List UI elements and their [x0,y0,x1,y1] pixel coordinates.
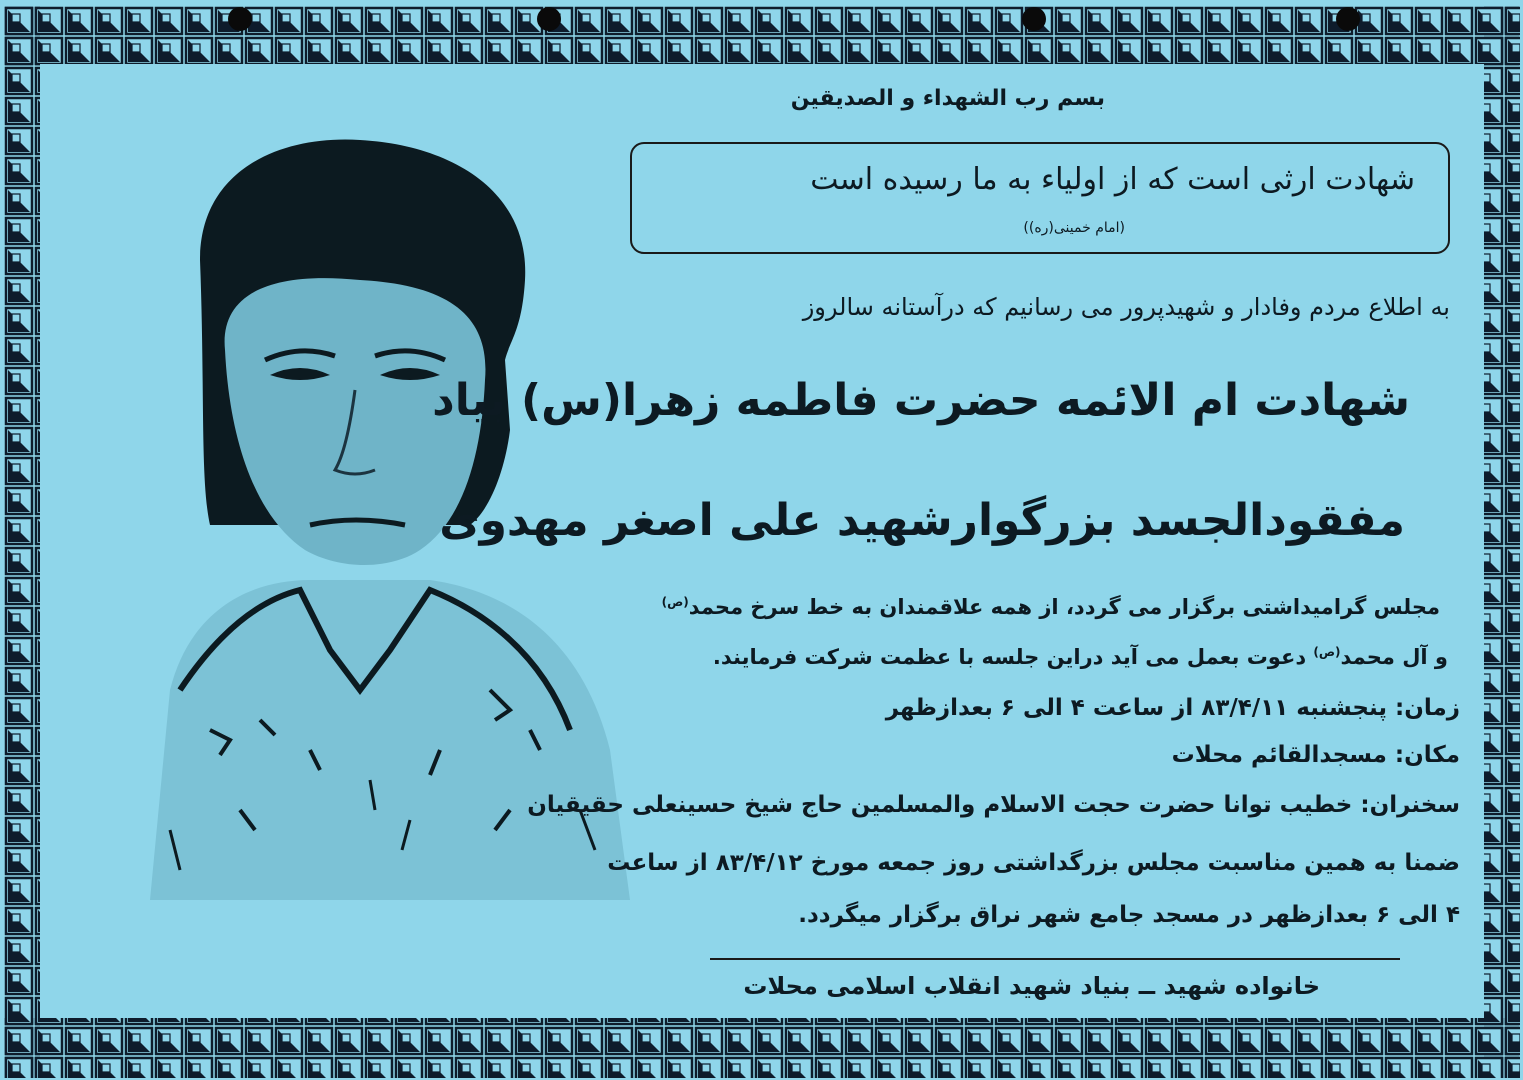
basmala: بسم رب الشهدا‌ء و الصدیقین [790,86,1105,111]
divider [710,958,1400,960]
invitation-line-1 [662,595,1440,619]
quote-source: (امام خمینی(ره)) [1023,220,1125,236]
footer-signature: خانواده شهید ــ بنیاد شهید انقلاب اسلامی محلات [743,972,1320,1000]
invitation-line-2 [713,645,1448,669]
salutation-mark: (ص) [661,595,689,609]
second-event-line-1: ضمنا به همین مناسبت مجلس بزرگداشتی روز جمعه مورخ ۸۳/۴/۱۲ از ساعت [607,850,1460,876]
second-event-line-2: ۴ الی ۶ بعدازظهر در مسجد جامع شهر نراق برگزار میگردد. [798,902,1460,928]
salutation-mark: (ص) [1313,645,1341,659]
quote-box [630,142,1450,254]
punch-hole [1022,7,1046,31]
headline-2: مفقودالجسد بزرگوارشهید علی اصغر مهدوی [439,495,1405,546]
punch-hole [1336,7,1360,31]
punch-hole [228,7,252,31]
announcement-line: به اطلاع مردم وفادار و شهیدپرور می رسانیم که درآستانه سالروز [802,293,1450,321]
event-speaker: سخنران: خطیب توانا حضرت حجت الاسلام والمسلمین حاج شیخ حسینعلی حقیقیان [527,792,1460,818]
event-time: زمان: پنجشنبه ۸۳/۴/۱۱ از ساعت ۴ الی ۶ بعدازظهر [885,695,1460,721]
quote-text: شهادت ارثی است که از اولیاء به ما رسیده است [810,162,1415,197]
invitation-line-2-start: و آل محمد [1340,645,1448,669]
invitation-line-1-text: مجلس گرامیداشتی برگزار می گردد، از همه علاقمندان به خط سرخ محمد [688,595,1440,619]
punch-hole [537,7,561,31]
headline-1: شهادت ام الائمه حضرت فاطمه زهرا(س) بیاد [432,375,1410,426]
event-place: مکان: مسجدالقائم محلات [1171,742,1460,768]
invitation-line-2-end: دعوت بعمل می آید دراین جلسه با عظمت شرکت فرمایند. [712,645,1314,669]
